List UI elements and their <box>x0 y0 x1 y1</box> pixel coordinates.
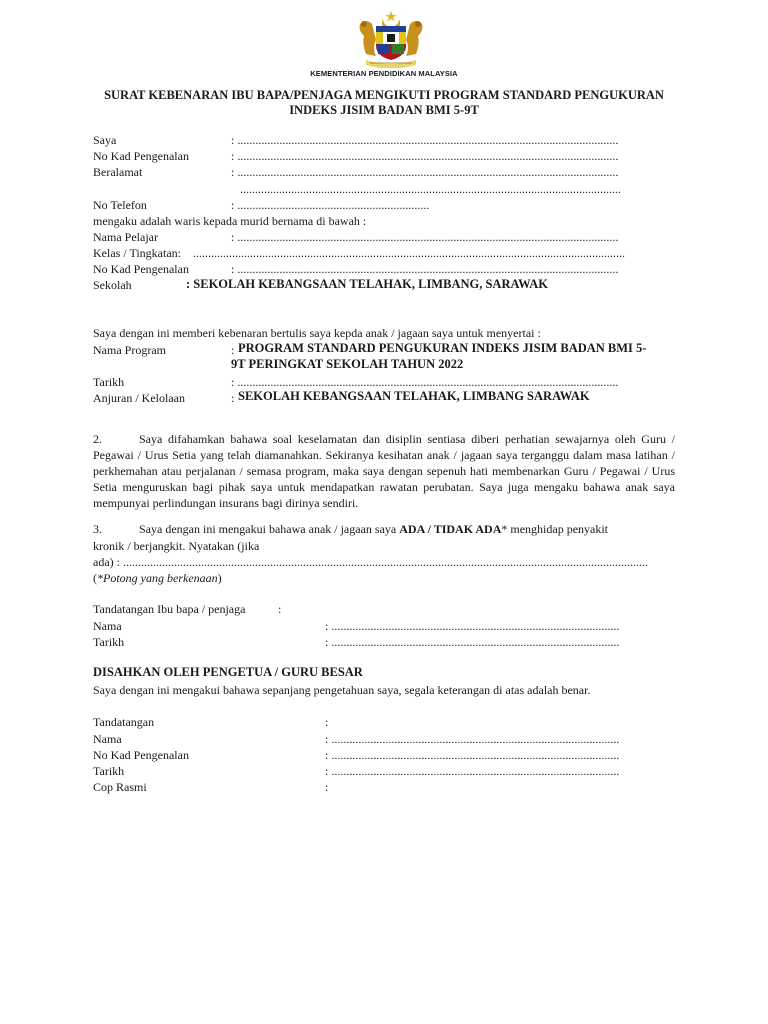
field-program-value-line2: 9T PERINGKAT SEKOLAH TAHUN 2022 <box>231 357 464 371</box>
clause-3-line2: kronik / berjangkit. Nyatakan (jika <box>93 539 260 553</box>
field-address-value-line2[interactable]: ............................................................................................................................... <box>240 182 621 196</box>
field-student-ic-value[interactable]: : ............................................................................................................................... <box>231 262 619 276</box>
field-school-label: Sekolah <box>93 278 132 292</box>
field-class-value[interactable]: ................................................................................................................................................ <box>193 246 625 260</box>
principal-statement: Saya dengan ini mengakui bahawa sepanjang pengetahuan saya, segala keterangan di atas adalah benar. <box>93 683 591 697</box>
principal-name-label: Nama <box>93 732 122 746</box>
malaysia-coat-of-arms-icon <box>352 10 430 68</box>
principal-stamp-label: Cop Rasmi <box>93 780 147 794</box>
clause-3-bold-option[interactable]: ADA / TIDAK ADA <box>399 522 502 536</box>
field-student-name-label: Nama Pelajar <box>93 230 158 244</box>
field-organizer-value: SEKOLAH KEBANGSAAN TELAHAK, LIMBANG SARAWAK <box>238 389 590 403</box>
field-phone-value[interactable]: : ................................................................ <box>231 198 430 212</box>
field-address-label: Beralamat <box>93 165 143 179</box>
field-student-ic-label: No Kad Pengenalan <box>93 262 189 276</box>
principal-signature-label: Tandatangan <box>93 715 155 729</box>
clause-3-note-open: ( <box>93 571 97 585</box>
field-program-value-line1: PROGRAM STANDARD PENGUKURAN INDEKS JISIM BADAN BMI 5- <box>238 341 647 355</box>
parent-name-label: Nama <box>93 619 122 633</box>
principal-stamp-colon[interactable]: : <box>325 780 329 794</box>
clause-3-text-before: Saya dengan ini mengakui bahawa anak / jagaan saya <box>139 522 400 536</box>
principal-date-value[interactable]: : ................................................................................................ <box>325 764 620 778</box>
parent-name-value[interactable]: : ................................................................................................ <box>325 619 620 633</box>
field-address-value[interactable]: : ............................................................................................................................... <box>231 165 619 179</box>
field-organizer-colon: : <box>231 391 235 405</box>
parent-signature-colon[interactable]: : <box>278 602 282 616</box>
field-ic-label: No Kad Pengenalan <box>93 149 189 163</box>
letter-title <box>60 88 708 118</box>
clause-3-number: 3. <box>93 522 102 536</box>
field-program-label: Nama Program <box>93 343 166 357</box>
letter-title-line2: INDEKS JISIM BADAN BMI 5-9T <box>289 103 479 117</box>
field-organizer-label: Anjuran / Kelolaan <box>93 391 185 405</box>
principal-ic-value[interactable]: : ................................................................................................ <box>325 748 620 762</box>
clause-3-text-after: * menghidap penyakit <box>501 522 609 536</box>
field-saya-value[interactable]: : ............................................................................................................................... <box>231 133 619 147</box>
ministry-name: KEMENTERIAN PENDIDIKAN MALAYSIA <box>310 69 458 78</box>
field-student-name-value[interactable]: : ............................................................................................................................... <box>231 230 619 244</box>
principal-heading: DISAHKAN OLEH PENGETUA / GURU BESAR <box>93 665 363 679</box>
field-saya-label: Saya <box>93 133 117 147</box>
clause-3-line1 <box>93 521 608 537</box>
clause-2-number: 2. <box>93 432 102 446</box>
principal-date-label: Tarikh <box>93 764 125 778</box>
field-program-colon: : <box>231 343 235 357</box>
parent-signature-label: Tandatangan Ibu bapa / penjaga <box>93 602 246 616</box>
clause-3-note-text: *Potong yang berkenaan <box>97 571 218 585</box>
field-phone-label: No Telefon <box>93 198 147 212</box>
clause-2 <box>93 431 675 511</box>
principal-ic-label: No Kad Pengenalan <box>93 748 189 762</box>
clause-2-text: Saya difahamkan bahawa soal keselamatan dan disiplin sentiasa diberi perhatian sewajarnya oleh Guru / Pegawai / Urus Setia yang telah diamanahkan. Sekiranya kesihatan anak / jagaan saya terganggu dalam masa latihan / perkhemahan atau perjalanan / semasa program, maka saya dengan sepenuh hati membenarkan Guru / Pegawai / Urus Setia menguruskan bagi pihak saya untuk mendapatkan rawatan perubatan. Saya juga mengaku bahawa anak saya mempunyai perlindungan insurans bagi dirinya sendiri. <box>93 432 675 510</box>
parent-date-label: Tarikh <box>93 635 125 649</box>
acknowledge-text: mengaku adalah waris kepada murid bernama di bawah : <box>93 214 367 228</box>
principal-name-value[interactable]: : ................................................................................................ <box>325 732 620 746</box>
parent-date-value[interactable]: : ................................................................................................ <box>325 635 620 649</box>
clause-3-note <box>93 570 222 586</box>
permission-statement: Saya dengan ini memberi kebenaran bertulis saya kepda anak / jagaan saya untuk menyertai : <box>93 326 541 340</box>
field-date-label: Tarikh <box>93 375 125 389</box>
clause-3-line3[interactable]: ada) : ............................................................................................................................................................................... <box>93 555 648 569</box>
field-class-label: Kelas / Tingkatan: <box>93 246 182 260</box>
letter-title-line1: SURAT KEBENARAN IBU BAPA/PENJAGA MENGIKUTI PROGRAM STANDARD PENGUKURAN <box>104 88 664 102</box>
principal-signature-colon[interactable]: : <box>325 715 329 729</box>
clause-3-note-close: ) <box>217 571 222 585</box>
field-ic-value[interactable]: : ............................................................................................................................... <box>231 149 619 163</box>
field-date-value[interactable]: : ............................................................................................................................... <box>231 375 619 389</box>
field-school-value: : SEKOLAH KEBANGSAAN TELAHAK, LIMBANG, SARAWAK <box>186 277 548 291</box>
